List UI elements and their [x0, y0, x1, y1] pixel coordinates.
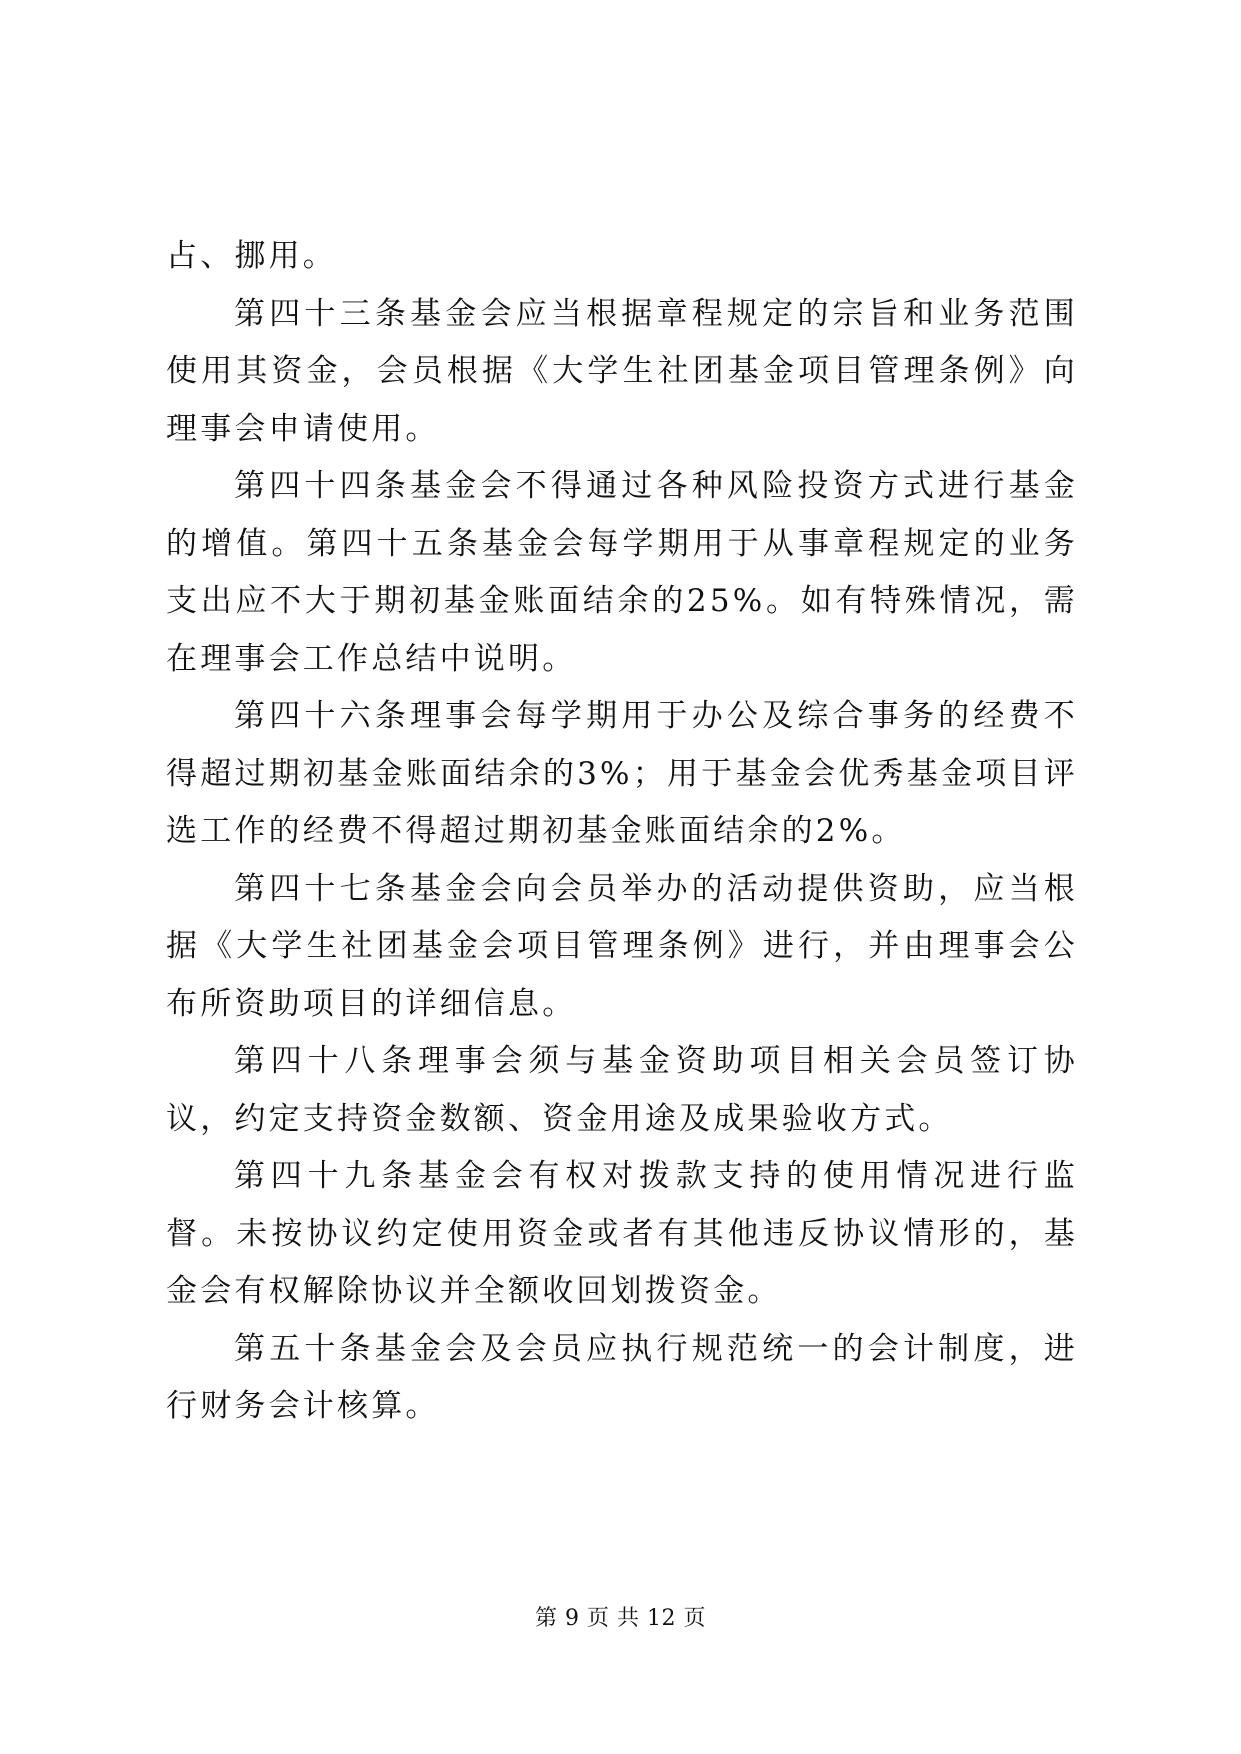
page-number-footer: 第 9 页 共 12 页 [535, 1606, 706, 1631]
document-body [166, 228, 1078, 1436]
paragraph-article-48: 第四十八条理事会须与基金资助项目相关会员签订协议，约定支持资金数额、资金用途及成果验收方式。 [166, 1043, 1078, 1137]
paragraph-article-43: 第四十三条基金会应当根据章程规定的宗旨和业务范围使用其资金，会员根据《大学生社团基金项目管理条例》向理事会申请使用。 [166, 295, 1078, 447]
paragraph-article-44-45: 第四十四条基金会不得通过各种风险投资方式进行基金的增值。第四十五条基金会每学期用于从事章程规定的业务支出应不大于期初基金账面结余的25%。如有特殊情况，需在理事会工作总结中说明。 [166, 468, 1078, 677]
paragraph-article-50: 第五十条基金会及会员应执行规范统一的会计制度，进行财务会计核算。 [166, 1330, 1078, 1424]
paragraph-article-49: 第四十九条基金会有权对拨款支持的使用情况进行监督。未按协议约定使用资金或者有其他违反协议情形的，基金会有权解除协议并全额收回划拨资金。 [166, 1158, 1078, 1309]
paragraph-article-46: 第四十六条理事会每学期用于办公及综合事务的经费不得超过期初基金账面结余的3%；用于基金会优秀基金项目评选工作的经费不得超过期初基金账面结余的2%。 [166, 698, 1078, 849]
paragraph-continuation: 占、挪用。 [166, 238, 337, 274]
paragraph-article-47: 第四十七条基金会向会员举办的活动提供资助，应当根据《大学生社团基金会项目管理条例》进行，并由理事会公布所资助项目的详细信息。 [166, 870, 1078, 1022]
